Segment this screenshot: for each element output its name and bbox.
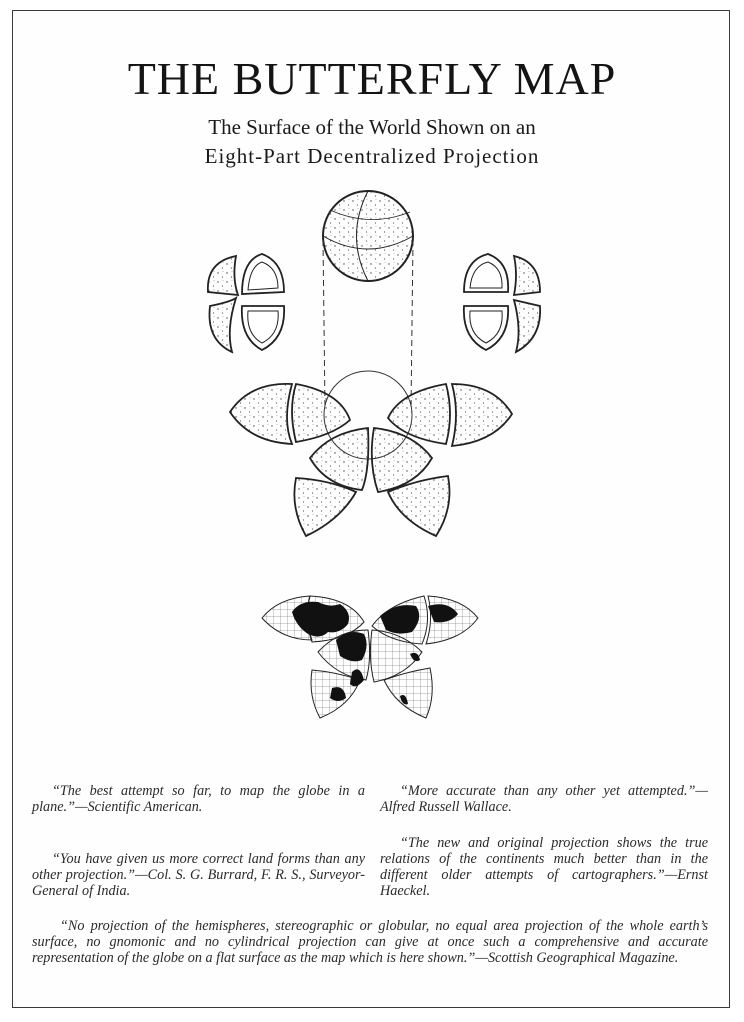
quote-haeckel: “The new and original projection shows the true relations of the continents much better than in the different older attempts of cartographers.”—Ernst Haeckel. <box>380 835 708 899</box>
page-title: THE BUTTERFLY MAP <box>127 53 617 104</box>
octant-pieces-left-icon <box>208 254 284 352</box>
butterfly-octants-icon <box>230 384 512 536</box>
quote-scientific-american: “The best attempt so far, to map the globe in a plane.”—Scientific American. <box>32 783 365 815</box>
quote-wallace: “More accurate than any other yet attempted.”—Alfred Russell Wallace. <box>380 783 708 815</box>
subtitle-line-1: The Surface of the World Shown on an <box>208 115 536 139</box>
globe-icon <box>323 191 413 281</box>
octant-pieces-right-icon <box>464 254 540 352</box>
subtitle-line-2: Eight-Part Decentralized Projection <box>204 144 540 168</box>
quote-burrard: “You have given us more correct land forms than any other projection.”—Col. S. G. Burrard, F. R. S., Surveyor-General of India. <box>32 851 365 899</box>
quote-scottish-geographical: “No projection of the hemispheres, stereographic or globular, no equal area projection of the whole earth’s surface, no gnomonic and no cylindrical projection can give at once such a comprehensive and accurate representation of the globe on a flat surface as the map which is here shown.”—Scottish Geographical Magazine. <box>32 918 708 966</box>
butterfly-world-map-icon <box>262 596 478 718</box>
